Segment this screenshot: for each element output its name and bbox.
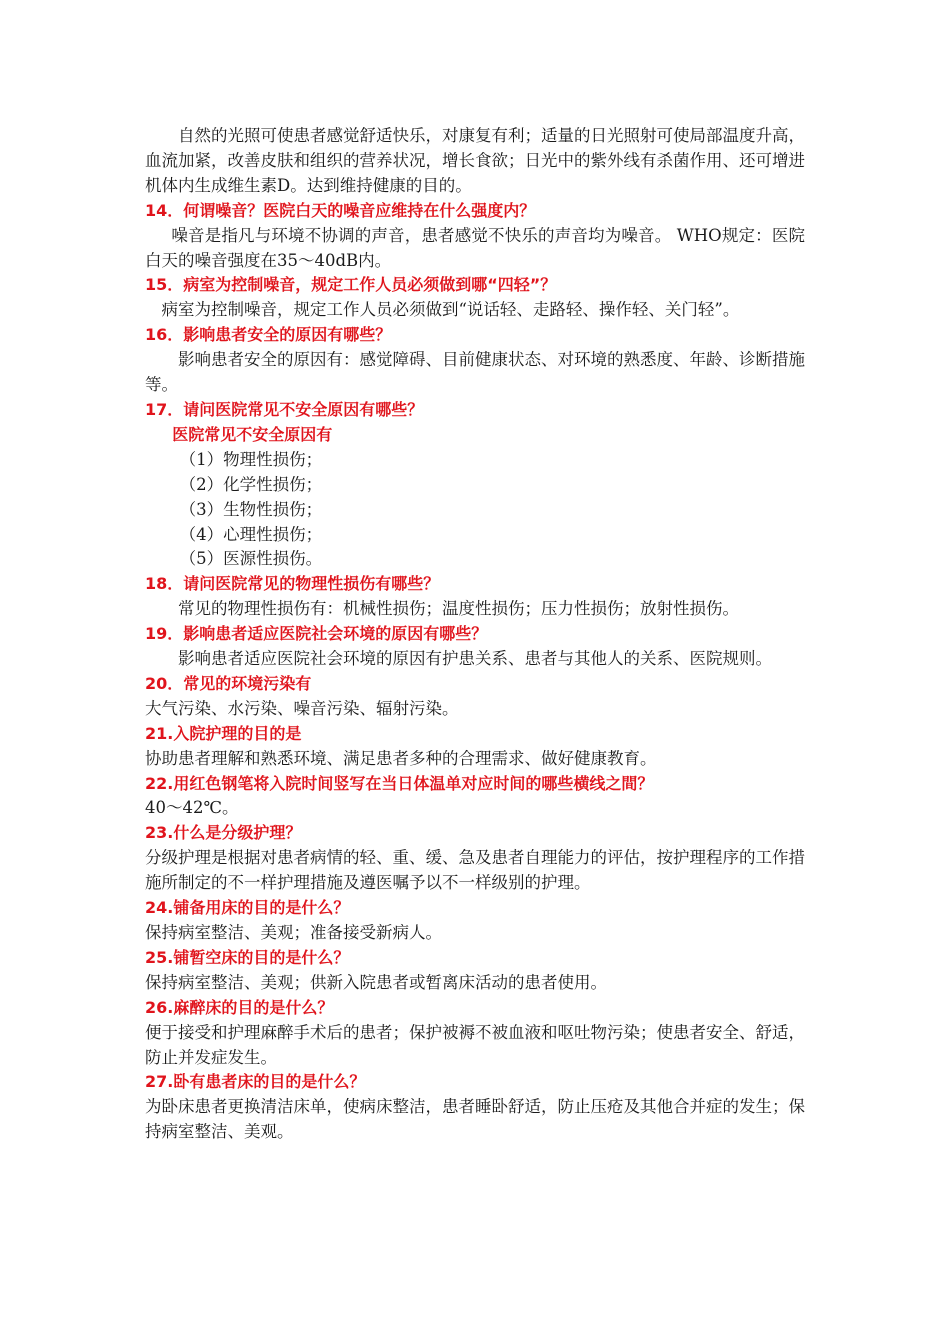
answer-26: 便于接受和护理麻醉手术后的患者；保护被褥不被血液和呕吐物污染；使患者安全、舒适，防止并发症发生。: [145, 1022, 805, 1067]
question-22: 22.用红色钢笔将入院时间竖写在当日体温单对应时间的哪些横线之間？: [145, 773, 654, 793]
list-item: （3）生物性损伤；: [179, 499, 323, 519]
document-page: [145, 124, 805, 1145]
answer-14: 噪音是指凡与环境不协调的声音，患者感觉不快乐的声音均为噪音。 WHO规定：医院白天的噪音强度在35～40dB内。: [145, 225, 805, 270]
question-24: 24.铺备用床的目的是什么？: [145, 898, 350, 918]
list-item: （4）心理性损伤；: [179, 524, 323, 544]
answer-19: 影响患者适应医院社会环境的原因有护患关系、患者与其他人的关系、医院规则。: [178, 649, 772, 669]
answer-22: 40～42℃。: [145, 798, 239, 818]
question-27: 27.卧有患者床的目的是什么？: [145, 1072, 366, 1092]
answer-24: 保持病室整洁、美观；准备接受新病人。: [145, 923, 442, 942]
answer-23: 分级护理是根据对患者病情的轻、重、缓、急及患者自理能力的评估，按护理程序的工作措施所制定的不一样护理措施及遵医嘱予以不一样级别的护理。: [145, 848, 805, 893]
answer-15: 病室为控制噪音，规定工作人员必须做到“说话轻、走路轻、操作轻、关门轻”。: [161, 300, 740, 320]
question-20: 20．常见的环境污染有: [145, 673, 312, 693]
paragraph-sunlight: 自然的光照可使患者感觉舒适快乐，对康复有利；适量的日光照射可使局部温度升高，血流加紧，改善皮肤和组织的营养状况，增长食欲；日光中的紫外线有杀菌作用、还可增进机体内生成维生素D。达到维持健康的目的。: [145, 126, 805, 195]
answer-21: 协助患者理解和熟悉环境、满足患者多种的合理需求、做好健康教育。: [145, 748, 657, 768]
answer-16: 影响患者安全的原因有：感觉障碍、目前健康状态、对环境的熟悉度、年龄、诊断措施等。: [145, 350, 805, 395]
question-14: 14．何谓噪音？医院白天的噪音应维持在什么强度内？: [145, 200, 536, 220]
answer-18: 常见的物理性损伤有：机械性损伤；温度性损伤；压力性损伤；放射性损伤。: [178, 599, 739, 619]
list-item: （2）化学性损伤；: [179, 474, 323, 494]
list-item: （1）物理性损伤；: [179, 449, 323, 469]
list-item: （5）医源性损伤。: [179, 549, 323, 569]
question-25: 25.铺暂空床的目的是什么？: [145, 947, 350, 967]
answer-25: 保持病室整洁、美观；供新入院患者或暂离床活动的患者使用。: [145, 972, 607, 992]
question-16: 16．影响患者安全的原因有哪些？: [145, 325, 392, 345]
question-23: 23.什么是分级护理？: [145, 823, 302, 843]
answer-20: 大气污染、水污染、噪音污染、辐射污染。: [145, 698, 459, 718]
question-18: 18．请问医院常见的物理性损伤有哪些？: [145, 574, 440, 594]
answer-17-heading: 医院常见不安全原因有: [172, 424, 333, 444]
answer-27: 为卧床患者更换清洁床单，使病床整洁，患者睡卧舒适，防止压疮及其他合并症的发生；保持病室整洁、美观。: [145, 1097, 805, 1142]
question-26: 26.麻醉床的目的是什么？: [145, 997, 334, 1017]
question-17: 17．请问医院常见不安全原因有哪些？: [145, 399, 424, 419]
question-21: 21.入院护理的目的是: [145, 723, 302, 743]
question-19: 19．影响患者适应医院社会环境的原因有哪些？: [145, 624, 488, 644]
question-15: 15．病室为控制噪音，规定工作人员必须做到哪“四轻”？: [145, 275, 557, 295]
